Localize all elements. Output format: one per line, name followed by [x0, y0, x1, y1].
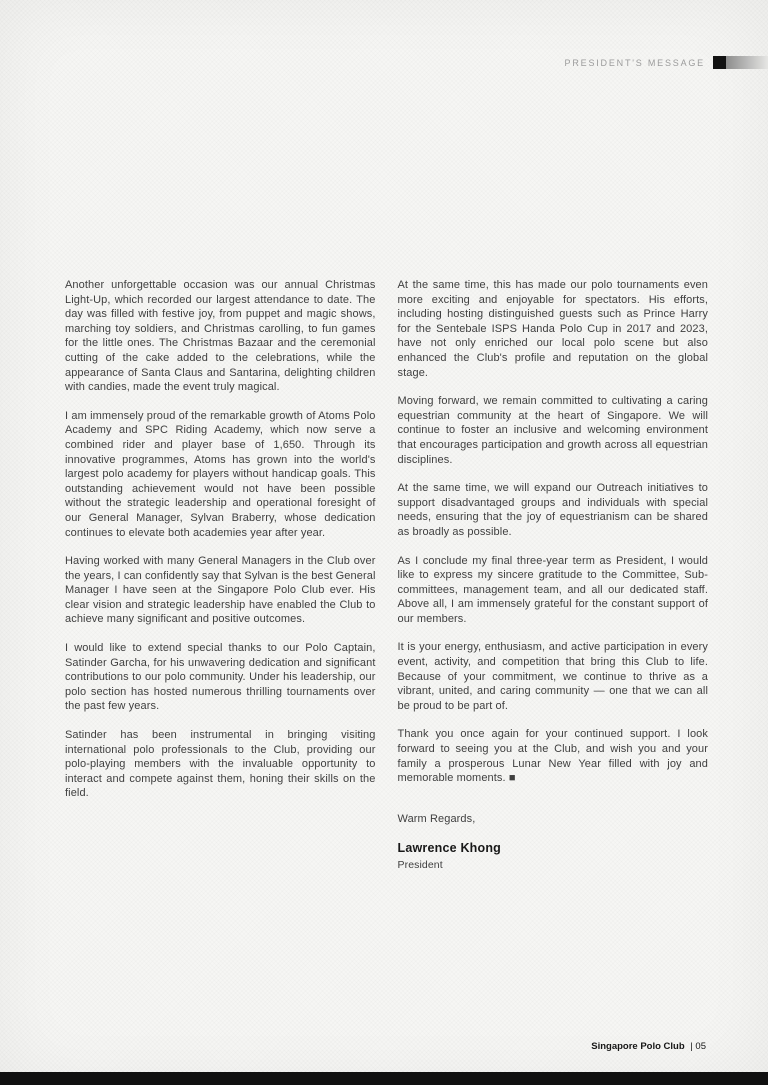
signoff-regards: Warm Regards,: [397, 812, 476, 825]
page-header: [565, 56, 768, 69]
paragraph: At the same time, we will expand our Outreach initiatives to support disadvantaged groups and individuals with special needs, ensuring that the joy of equestrianism can be shared as broadly as possible.: [397, 482, 708, 538]
paragraph: Another unforgettable occasion was our annual Christmas Light-Up, which recorded our largest attendance to date. The day was filled with festive joy, from puppet and magic shows, marching toy soldiers, and Christmas carolling, to fun games for the little ones. The Christmas Bazaar and the ceremonial cutting of the cake added to the celebrations, while the appearance of Santa Claus and Santarina, delighting children with candies, made the event truly magical.: [65, 279, 376, 394]
signoff-block: [398, 812, 709, 873]
paragraph: I would like to extend special thanks to our Polo Captain, Satinder Garcha, for his unwavering dedication and significant contributions to our polo community. Under his leadership, our polo section has hosted numerous thrilling tournaments over the past few years.: [65, 642, 376, 713]
right-column: [398, 278, 709, 873]
page-footer: [591, 1041, 706, 1052]
signoff-title: President: [397, 859, 443, 871]
bottom-black-bar: [0, 1072, 768, 1085]
paragraph: It is your energy, enthusiasm, and active participation in every event, activity, and competition that bring this Club to life. Because of your commitment, we continue to thrive as a vibrant, united, and caring community — one that we can all be proud to be part of.: [397, 641, 708, 712]
paragraph: Satinder has been instrumental in bringing visiting international polo professionals to the Club, providing our polo-playing members with the invaluable opportunity to interact and compete against them, honing their skills on the field.: [65, 729, 376, 800]
paragraph: Moving forward, we remain committed to cultivating a caring equestrian community at the heart of Singapore. We will continue to foster an inclusive and welcoming environment that encourages participation and growth across all equestrian disciplines.: [397, 395, 708, 466]
paragraph: Thank you once again for your continued support. I look forward to seeing you at the Club, and wish you and your family a prosperous Lunar New Year filled with joy and memorable moments. ■: [397, 728, 708, 785]
paragraph: Having worked with many General Managers in the Club over the years, I can confidently say that Sylvan is the best General Manager I have seen at the Singapore Polo Club ever. His clear vision and strategic leadership have enabled the Club to achieve many significant and positive outcomes.: [65, 555, 376, 626]
black-square-marker: [713, 56, 726, 69]
letter-body: [65, 278, 708, 873]
paragraph: As I conclude my final three-year term as President, I would like to express my sincere gratitude to the Committee, Sub-committees, management team, and all our dedicated staff. Above all, I am immensely grateful for the constant support of our members.: [397, 554, 708, 625]
footer-page-number: | 05: [690, 1041, 706, 1052]
paragraph: At the same time, this has made our polo tournaments even more exciting and enjoyable for spectators. His efforts, including hosting distinguished guests such as Prince Harry for the Sentebale ISPS Handa Polo Cup in 2017 and 2023, have not only enriched our local polo scene but also enhanced the Club's profile and reputation on the global stage.: [397, 279, 708, 379]
gradient-bar: [726, 56, 768, 69]
left-column: [65, 278, 376, 873]
signoff-name: Lawrence Khong: [397, 841, 502, 856]
paragraph: I am immensely proud of the remarkable growth of Atoms Polo Academy and SPC Riding Academy, which now serve a combined rider and player base of 1,650. Through its innovative programmes, Atoms has grown into the world's largest polo academy for players without handicap goals. This outstanding achievement would not have been possible without the strategic leadership and operational foresight of our General Manager, Sylvan Braberry, whose dedication continues to elevate both academies year after year.: [65, 409, 376, 539]
footer-club-name: Singapore Polo Club: [591, 1041, 685, 1052]
section-title: PRESIDENT'S MESSAGE: [564, 57, 705, 68]
